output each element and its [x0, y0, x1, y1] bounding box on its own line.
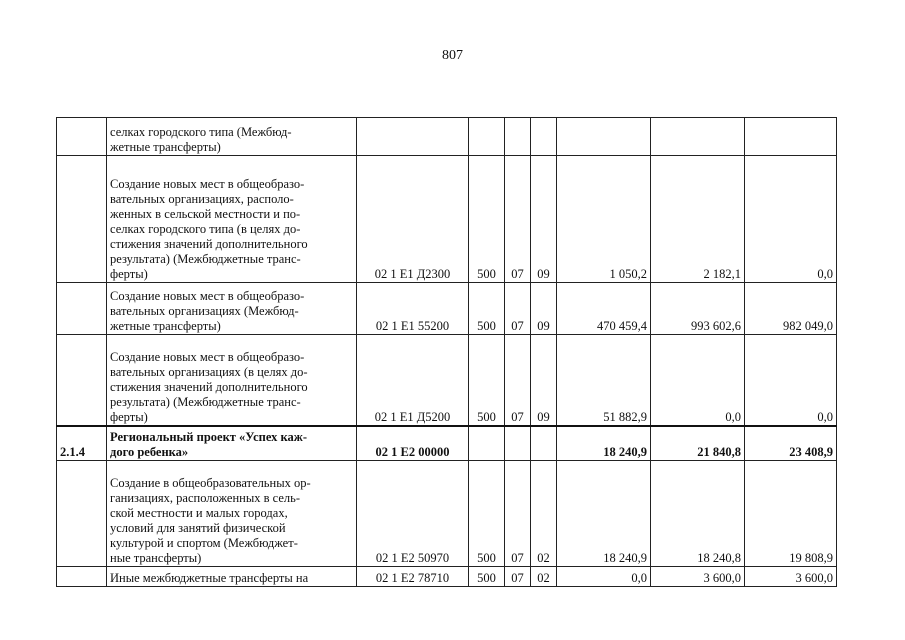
value-2022-cell: 18 240,8 — [651, 461, 745, 567]
table-row — [57, 426, 837, 461]
section-cell: 07 — [505, 156, 531, 283]
name-cell: Создание новых мест в общеобразо- вательных организациях, располо- женных в сельской местности и по- селках городского типа (в целях до- стижения значений дополнительного результата) (Межбюджетные транс- ферты) — [107, 156, 357, 283]
table-row — [57, 567, 837, 587]
subsection-cell — [531, 426, 557, 461]
name-cell: Региональный проект «Успех каж- дого ребенка» — [107, 426, 357, 461]
section-cell — [505, 118, 531, 156]
value-2023-cell: 982 049,0 — [745, 283, 837, 335]
value-2022-cell: 21 840,8 — [651, 426, 745, 461]
value-2023-cell: 23 408,9 — [745, 426, 837, 461]
section-cell — [505, 426, 531, 461]
section-cell: 07 — [505, 335, 531, 426]
grbs-cell: 500 — [469, 567, 505, 587]
value-2022-cell — [651, 118, 745, 156]
grbs-cell: 500 — [469, 156, 505, 283]
section-cell: 07 — [505, 461, 531, 567]
subsection-cell — [531, 118, 557, 156]
budget-table — [56, 117, 837, 587]
code-cell: 02 1 E1 Д2300 — [357, 156, 469, 283]
value-2021-cell: 0,0 — [557, 567, 651, 587]
value-2023-cell — [745, 118, 837, 156]
table-row — [57, 283, 837, 335]
section-cell: 07 — [505, 567, 531, 587]
table-row — [57, 461, 837, 567]
name-cell: Создание новых мест в общеобразо- вательных организациях (в целях до- стижения значений дополнительного результата) (Межбюджетные транс- ферты) — [107, 335, 357, 426]
value-2023-cell: 0,0 — [745, 335, 837, 426]
value-2023-cell: 19 808,9 — [745, 461, 837, 567]
value-2022-cell: 993 602,6 — [651, 283, 745, 335]
name-cell: селках городского типа (Межбюд- жетные трансферты) — [107, 118, 357, 156]
row-number-cell — [57, 156, 107, 283]
page-number: 807 — [442, 48, 463, 63]
subsection-cell: 09 — [531, 283, 557, 335]
name-cell: Иные межбюджетные трансферты на — [107, 567, 357, 587]
grbs-cell — [469, 118, 505, 156]
row-number-cell — [57, 118, 107, 156]
table-row — [57, 335, 837, 426]
value-2022-cell: 3 600,0 — [651, 567, 745, 587]
grbs-cell: 500 — [469, 283, 505, 335]
name-cell: Создание в общеобразовательных ор- ганизациях, расположенных в сель- ской местности и малых городах, условий для занятий физической культурой и спортом (Межбюджет- ные трансферты) — [107, 461, 357, 567]
table-row — [57, 156, 837, 283]
grbs-cell — [469, 426, 505, 461]
name-cell: Создание новых мест в общеобразо- вательных организациях (Межбюд- жетные трансферты) — [107, 283, 357, 335]
row-number-cell: 2.1.4 — [57, 426, 107, 461]
section-cell: 07 — [505, 283, 531, 335]
subsection-cell: 02 — [531, 567, 557, 587]
value-2023-cell: 3 600,0 — [745, 567, 837, 587]
value-2022-cell: 2 182,1 — [651, 156, 745, 283]
row-number-cell — [57, 283, 107, 335]
code-cell: 02 1 E1 55200 — [357, 283, 469, 335]
grbs-cell: 500 — [469, 461, 505, 567]
code-cell — [357, 118, 469, 156]
row-number-cell — [57, 335, 107, 426]
code-cell: 02 1 E1 Д5200 — [357, 335, 469, 426]
subsection-cell: 02 — [531, 461, 557, 567]
value-2021-cell: 1 050,2 — [557, 156, 651, 283]
grbs-cell: 500 — [469, 335, 505, 426]
table-row — [57, 118, 837, 156]
code-cell: 02 1 E2 50970 — [357, 461, 469, 567]
subsection-cell: 09 — [531, 156, 557, 283]
code-cell: 02 1 E2 78710 — [357, 567, 469, 587]
value-2022-cell: 0,0 — [651, 335, 745, 426]
row-number-cell — [57, 461, 107, 567]
value-2021-cell — [557, 118, 651, 156]
row-number-cell — [57, 567, 107, 587]
value-2021-cell: 18 240,9 — [557, 461, 651, 567]
value-2021-cell: 18 240,9 — [557, 426, 651, 461]
value-2021-cell: 470 459,4 — [557, 283, 651, 335]
code-cell: 02 1 E2 00000 — [357, 426, 469, 461]
subsection-cell: 09 — [531, 335, 557, 426]
value-2023-cell: 0,0 — [745, 156, 837, 283]
value-2021-cell: 51 882,9 — [557, 335, 651, 426]
